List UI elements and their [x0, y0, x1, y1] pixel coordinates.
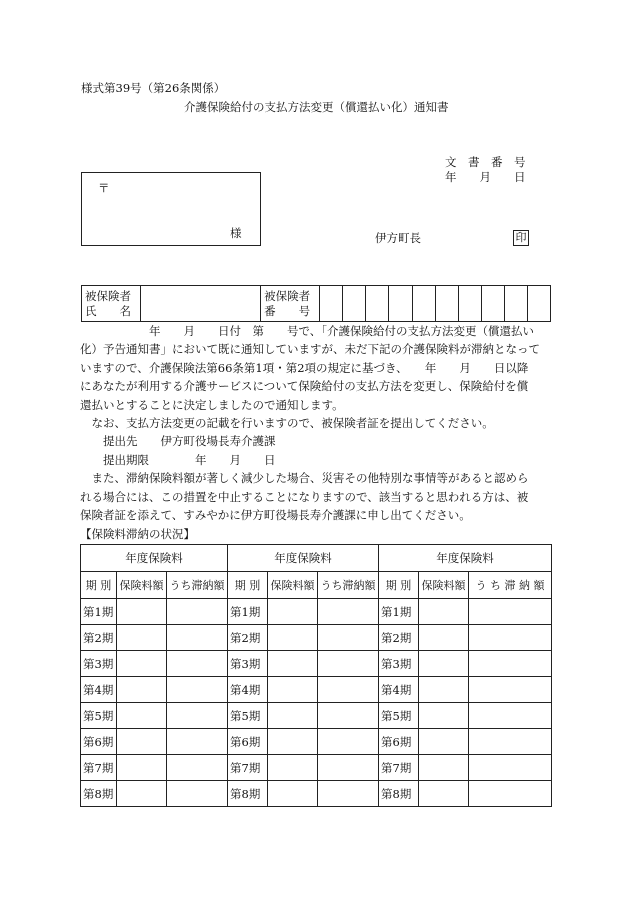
premium-amount-cell	[268, 677, 318, 703]
digit-box	[435, 286, 458, 322]
digit-box	[458, 286, 481, 322]
delinquent-amount-cell	[469, 755, 552, 781]
premium-amount-cell	[268, 729, 318, 755]
digit-box	[481, 286, 504, 322]
period-cell: 第3期	[379, 651, 419, 677]
insured-name-label-line1: 被保険者	[85, 288, 131, 303]
delinquent-amount-cell	[318, 729, 379, 755]
submit-deadline: 提出期限 年 月 日	[80, 452, 276, 467]
delinquent-amount-cell	[318, 703, 379, 729]
honorific-sama: 様	[230, 226, 242, 240]
delinquent-amount-cell	[318, 625, 379, 651]
delinquent-amount-cell	[167, 755, 228, 781]
delinquent-amount-cell	[167, 677, 228, 703]
period-cell: 第5期	[228, 703, 268, 729]
premium-amount-cell	[268, 755, 318, 781]
period-cell: 第6期	[228, 729, 268, 755]
premium-delinquency-table	[80, 544, 552, 807]
period-cell: 第6期	[379, 729, 419, 755]
period-cell: 第7期	[81, 755, 117, 781]
insured-name-label	[82, 286, 141, 322]
table-row	[81, 729, 552, 755]
period-cell: 第8期	[81, 781, 117, 807]
premium-amount-cell	[268, 651, 318, 677]
section-title: 【保険料滞納の状況】	[80, 527, 195, 541]
insured-name-label-line2: 氏 名	[85, 303, 131, 318]
document-number-label: 文 書 番 号	[445, 155, 526, 169]
insured-number-label-line1: 被保険者	[264, 288, 311, 303]
premium-amount-cell	[419, 651, 469, 677]
digit-box	[527, 286, 550, 322]
premium-amount-cell	[117, 703, 167, 729]
period-cell: 第5期	[379, 703, 419, 729]
body-line: なお、支払方法変更の記載を行いますので、被保険者証を提出してください。	[80, 416, 494, 431]
premium-amount-cell	[117, 599, 167, 625]
premium-amount-header: 保険料額	[117, 572, 167, 599]
digit-box	[320, 286, 343, 322]
table-row	[81, 781, 552, 807]
table-row	[81, 677, 552, 703]
delinquent-amount-cell	[167, 781, 228, 807]
premium-amount-cell	[419, 755, 469, 781]
issuer-name: 伊方町長	[375, 231, 421, 245]
delinquent-amount-cell	[167, 703, 228, 729]
premium-amount-cell	[117, 781, 167, 807]
premium-amount-cell	[268, 703, 318, 729]
form-number: 様式第39号（第26条関係）	[81, 81, 226, 95]
period-cell: 第6期	[81, 729, 117, 755]
body-line: れる場合には、この措置を中止することになりますので、該当すると思われる方は、被	[80, 489, 529, 504]
premium-amount-cell	[419, 599, 469, 625]
premium-amount-cell	[117, 729, 167, 755]
period-header: 期 別	[379, 572, 419, 599]
premium-amount-cell	[419, 703, 469, 729]
period-cell: 第4期	[81, 677, 117, 703]
delinquent-amount-cell	[167, 729, 228, 755]
seal-mark: 印	[513, 230, 529, 246]
recipient-address-box	[81, 172, 261, 246]
delinquent-amount-cell	[469, 677, 552, 703]
digit-box	[412, 286, 435, 322]
premium-amount-cell	[419, 729, 469, 755]
insured-number-label	[261, 286, 320, 322]
period-cell: 第3期	[81, 651, 117, 677]
delinquent-amount-cell	[469, 703, 552, 729]
body-line: 保険者証を添えて、すみやかに伊方町役場長寿介護課に申し出てください。	[80, 508, 471, 523]
delinquent-amount-cell	[469, 729, 552, 755]
body-line: にあなたが利用する介護サービスについて保険給付の支払方法を変更し、保険給付を償	[80, 379, 529, 394]
premium-amount-cell	[117, 755, 167, 781]
submit-destination: 提出先 伊方町役場長寿介護課	[80, 434, 276, 449]
premium-amount-cell	[117, 677, 167, 703]
premium-amount-cell	[419, 625, 469, 651]
period-cell: 第3期	[228, 651, 268, 677]
year-premium-header: 年度保険料	[81, 545, 228, 572]
premium-amount-cell	[419, 781, 469, 807]
delinquent-amount-header: うち滞納額	[318, 572, 379, 599]
premium-amount-cell	[268, 625, 318, 651]
delinquent-amount-cell	[469, 651, 552, 677]
period-cell: 第8期	[228, 781, 268, 807]
digit-box	[389, 286, 412, 322]
delinquent-amount-header: う ち 滞 納 額	[469, 572, 552, 599]
premium-amount-header: 保険料額	[419, 572, 469, 599]
year-premium-header: 年度保険料	[228, 545, 379, 572]
period-cell: 第4期	[379, 677, 419, 703]
table-column-header-row	[81, 572, 552, 599]
document-date-label: 年 月 日	[445, 170, 526, 184]
premium-amount-header: 保険料額	[268, 572, 318, 599]
delinquent-amount-cell	[167, 651, 228, 677]
insured-id-table	[81, 285, 551, 322]
insured-number-label-line2: 番 号	[264, 303, 311, 318]
premium-amount-cell	[268, 599, 318, 625]
year-premium-header: 年度保険料	[379, 545, 552, 572]
table-row	[81, 755, 552, 781]
period-header: 期 別	[228, 572, 268, 599]
period-cell: 第1期	[379, 599, 419, 625]
delinquent-amount-cell	[318, 651, 379, 677]
premium-amount-cell	[117, 625, 167, 651]
insured-name-cell	[141, 286, 261, 322]
period-rows	[81, 599, 552, 807]
table-row	[81, 651, 552, 677]
table-row	[81, 625, 552, 651]
period-cell: 第2期	[379, 625, 419, 651]
delinquent-amount-cell	[318, 599, 379, 625]
body-line: 化）予告通知書」において既に通知していますが、未だ下記の介護保険料が滞納となって	[80, 342, 540, 357]
delinquent-amount-cell	[167, 599, 228, 625]
period-cell: 第4期	[228, 677, 268, 703]
delinquent-amount-cell	[469, 625, 552, 651]
delinquent-amount-cell	[318, 781, 379, 807]
digit-box	[504, 286, 527, 322]
period-cell: 第2期	[81, 625, 117, 651]
body-line: 還払いとすることに決定しましたので通知します。	[80, 397, 344, 412]
period-cell: 第2期	[228, 625, 268, 651]
period-cell: 第1期	[81, 599, 117, 625]
delinquent-amount-cell	[167, 625, 228, 651]
period-cell: 第1期	[228, 599, 268, 625]
delinquent-amount-cell	[469, 599, 552, 625]
postal-mark: 〒	[98, 181, 110, 195]
table-row	[81, 703, 552, 729]
body-line: また、滞納保険料額が著しく減少した場合、災害その他特別な事情等があると認めら	[80, 471, 529, 486]
period-cell: 第7期	[379, 755, 419, 781]
body-line: 年 月 日付 第 号で、「介護保険給付の支払方法変更（償還払い	[80, 324, 535, 338]
period-cell: 第7期	[228, 755, 268, 781]
body-line: いますので、介護保険法第66条第1項・第2項の規定に基づき、 年 月 日以降	[80, 360, 529, 375]
delinquent-amount-cell	[469, 781, 552, 807]
period-cell: 第5期	[81, 703, 117, 729]
delinquent-amount-cell	[318, 677, 379, 703]
delinquent-amount-cell	[318, 755, 379, 781]
table-group-header-row	[81, 545, 552, 572]
digit-box	[366, 286, 389, 322]
period-header: 期 別	[81, 572, 117, 599]
premium-amount-cell	[117, 651, 167, 677]
document-title: 介護保険給付の支払方法変更（償還払い化）通知書	[184, 100, 449, 114]
delinquent-amount-header: うち滞納額	[167, 572, 228, 599]
digit-box	[343, 286, 366, 322]
table-row	[81, 599, 552, 625]
period-cell: 第8期	[379, 781, 419, 807]
premium-amount-cell	[268, 781, 318, 807]
notice-body	[80, 322, 552, 524]
premium-amount-cell	[419, 677, 469, 703]
